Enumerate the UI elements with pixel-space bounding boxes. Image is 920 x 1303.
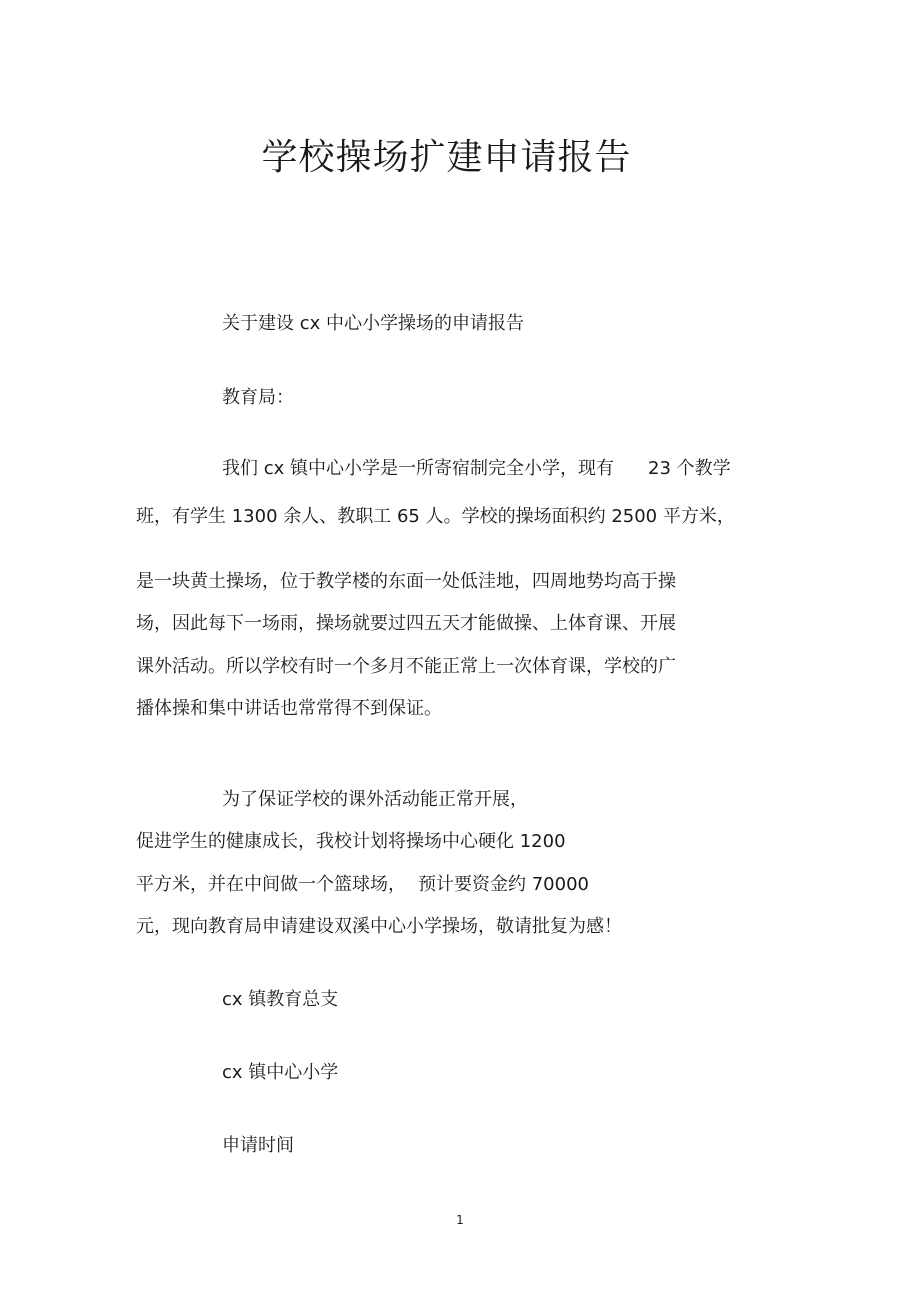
paragraph2-line1: 为了保证学校的课外活动能正常开展，: [222, 789, 528, 810]
paragraph2-line3: [136, 873, 589, 897]
page-number: 1: [456, 1213, 464, 1227]
paragraph2-line3-a: 平方米，并在中间做一个篮球场，: [136, 874, 406, 895]
paragraph2-line4: 元，现向教育局申请建设双溪中心小学操场，敬请批复为感！: [136, 916, 622, 937]
subject-line: 关于建设 cx 中心小学操场的申请报告: [222, 313, 524, 334]
paragraph1-line4: 场，因此每下一场雨，操场就要过四五天才能做操、上体育课、开展: [136, 613, 676, 634]
paragraph2-line3-b: 预计要资金约 70000: [418, 874, 589, 895]
signature-org1: cx 镇教育总支: [222, 989, 339, 1010]
paragraph1-line6: 播体操和集中讲话也常常得不到保证。: [136, 698, 442, 719]
paragraph2-line2: 促进学生的健康成长，我校计划将操场中心硬化 1200: [136, 831, 566, 852]
addressee: 教育局：: [222, 387, 294, 408]
paragraph1-line1-a: 我们 cx 镇中心小学是一所寄宿制完全小学，现有: [222, 458, 614, 479]
paragraph1-line2: 班，有学生 1300 余人、教职工 65 人。学校的操场面积约 2500 平方米，: [136, 506, 735, 527]
paragraph1-line3: 是一块黄土操场，位于教学楼的东面一处低洼地，四周地势均高于操: [136, 571, 676, 592]
paragraph1-line1: [222, 457, 731, 481]
signature-date-label: 申请时间: [222, 1135, 294, 1156]
paragraph1-line5: 课外活动。所以学校有时一个多月不能正常上一次体育课，学校的广: [136, 656, 676, 677]
signature-org2: cx 镇中心小学: [222, 1062, 339, 1083]
paragraph1-line1-b: 23 个教学: [648, 458, 731, 479]
document-title: 学校操场扩建申请报告: [261, 137, 632, 178]
